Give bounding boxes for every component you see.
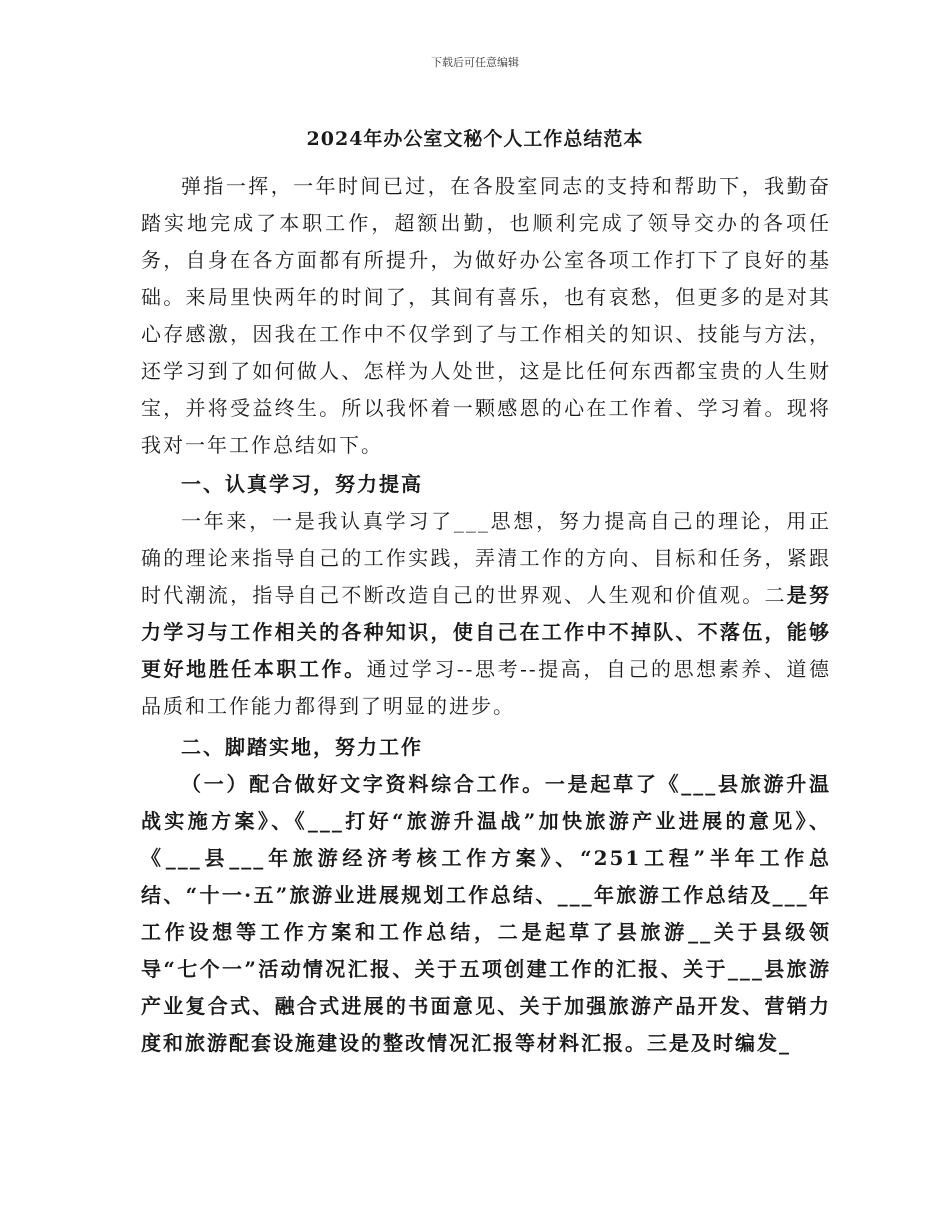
section-2-paragraph: （一）配合做好文字资料综合工作。一是起草了《___县旅游升温战实施方案》、《___打好“旅游升温战”加快旅游产业进展的意见》、《___县___年旅游经济考核工作方案》、“251工程”半年工作总结、“十一·五”旅游业进展规划工作总结、___年旅游工作总结及___年工作设想等工作方案和工作总结，二是起草了县旅游__关于县级领导“七个一”活动情况汇报、关于五项创建工作的汇报、关于___县旅游产业复合式、融合式进展的书面意见、关于加强旅游产品开发、营销力度和旅游配套设施建设的整改情况汇报等材料汇报。三是及时编发_ [141,772,831,1055]
header-note: 下载后可任意编辑 [431,56,519,69]
section-1-paragraph [141,503,831,725]
page-title: 2024年办公室文秘个人工作总结范本 [306,128,644,150]
section-1-text-c: 通过学习--思考--提高，自己的思想素养、道德品质和工作能力都得到了明显的进步。 [141,657,831,718]
intro-paragraph: 弹指一挥，一年时间已过，在各股室同志的支持和帮助下，我勤奋踏实地完成了本职工作，超额出勤，也顺利完成了领导交办的各项任务，自身在各方面都有所提升，为做好办公室各项工作打下了良好的基础。来局里快两年的时间了，其间有喜乐，也有哀愁，但更多的是对其心存感激，因我在工作中不仅学到了与工作相关的知识、技能与方法，还学习到了如何做人、怎样为人处世，这是比任何东西都宝贵的人生财宝，并将受益终生。所以我怀着一颗感恩的心在工作着、学习着。现将我对一年工作总结如下。 [141,174,831,457]
section-1-text-a: 一年来，一是我认真学习了___思想，努力提高自己的理论，用正确的理论来指导自己的工作实践，弄清工作的方向、目标和任务，紧跟时代潮流，指导自己不断改造自己的世界观、人生观和价值观。二 [141,509,831,607]
section-heading-2: 二、脚踏实地，努力工作 [181,735,423,759]
section-1-text-bold: 是努力学习与工作相关的各种知识，使自己在工作中不掉队、不落伍，能够更好地胜任本职工作。 [141,583,832,681]
document-body [141,168,831,1062]
section-heading-1: 一、认真学习，努力提高 [181,472,423,496]
